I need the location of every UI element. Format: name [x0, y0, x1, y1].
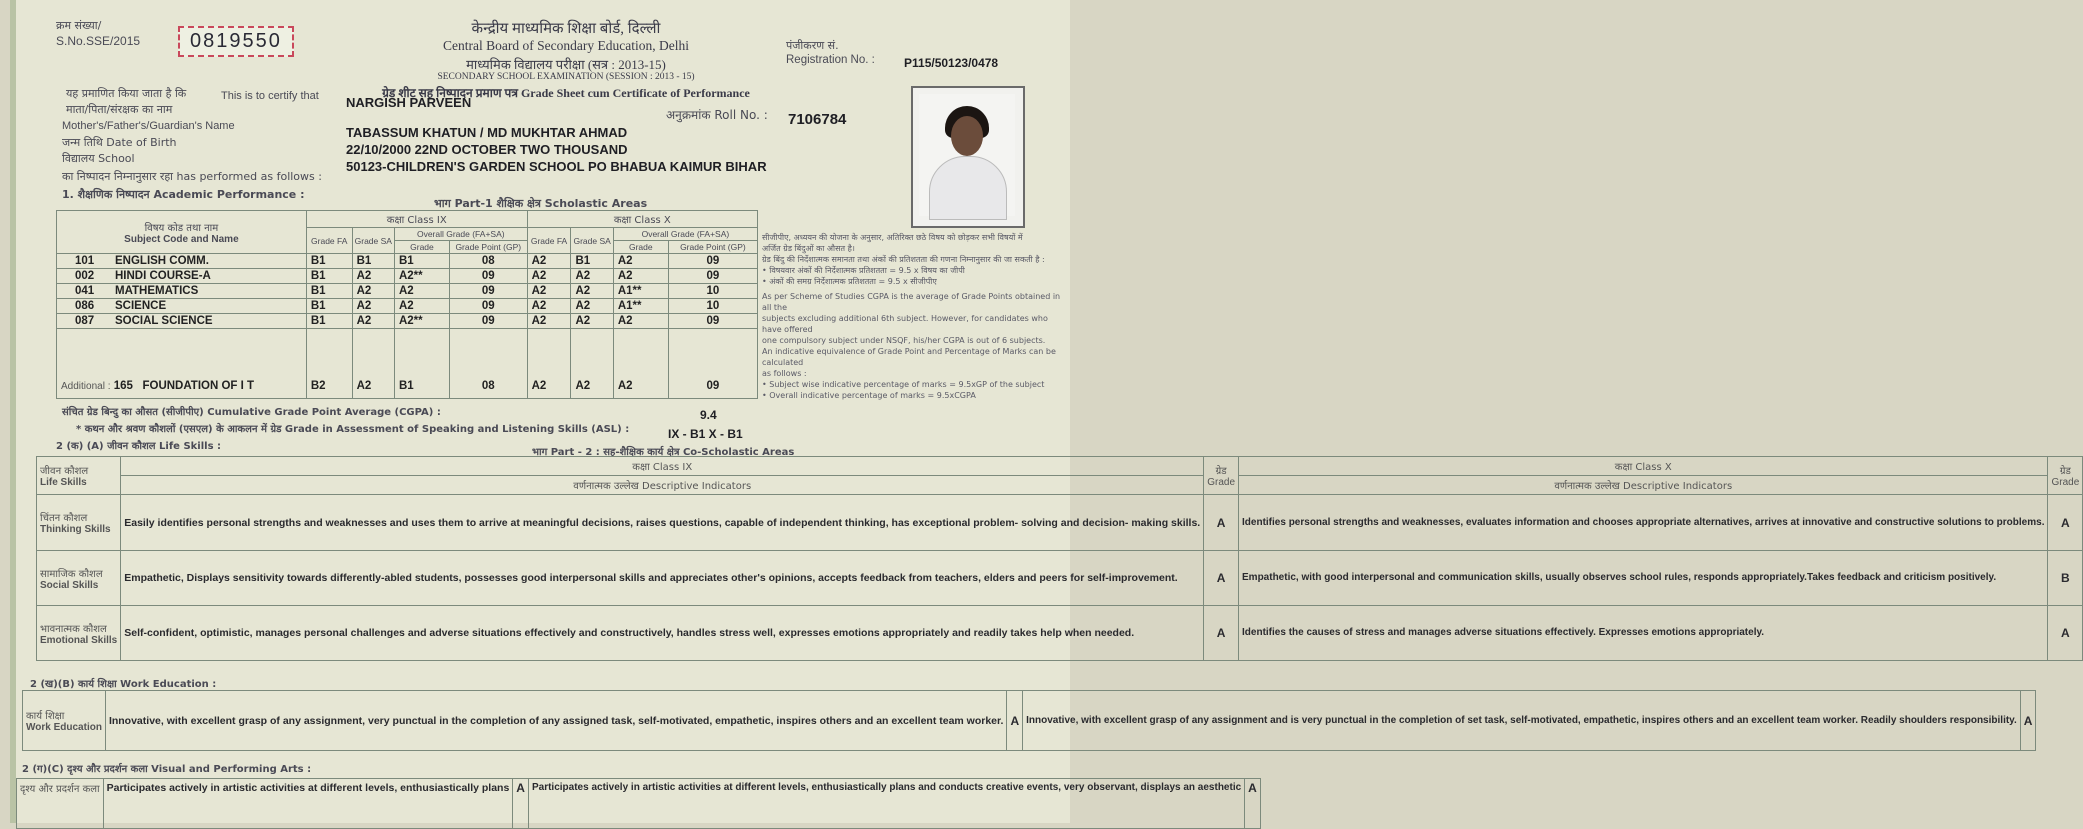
additional-ix-sa: A2 [352, 329, 394, 399]
life-skills-header: Life Skills [40, 477, 87, 488]
subject-code: 002 [75, 270, 95, 282]
life-skill-label-hindi: भावनात्मक कौशल [40, 623, 107, 635]
roll-number: 7106784 [788, 111, 847, 128]
subject-x-fa: A2 [527, 284, 571, 299]
subject-code: 086 [75, 300, 95, 312]
cgpa-note-line: • Subject wise indicative percentage of marks = 9.5xGP of the subject [762, 380, 1045, 389]
additional-x-fa: A2 [527, 329, 571, 399]
asl-grades: IX - B1 X - B1 [668, 427, 743, 441]
exam-name-hindi: माध्यमिक विद्यालय परीक्षा (सत्र : 2013-15) [466, 57, 666, 72]
subject-x-gp: 10 [668, 284, 757, 299]
additional-ix-fa: B2 [306, 329, 352, 399]
school-label: विद्यालय School [62, 152, 135, 165]
arts-title: 2 (ग)(C) दृश्य और प्रदर्शन कला Visual and Performing Arts : [22, 764, 312, 775]
work-ix-descriptor: Innovative, with excellent grasp of any assignment, very punctual in the completion of any assigned task, self-motivated, empathetic, inspires others and an excellent team worker. [105, 691, 1007, 751]
subject-x-gp: 09 [668, 269, 757, 284]
subject-x-gp: 09 [668, 314, 757, 329]
x-grade-header: Grade [613, 241, 668, 254]
subject-x-grade: A2 [613, 254, 668, 269]
cs-grade-ix-header: Grade [1207, 477, 1236, 488]
subject-name: HINDI COURSE-A [115, 270, 211, 282]
additional-name: FOUNDATION OF I T [142, 380, 255, 392]
life-skill-row [37, 551, 2083, 606]
serial-label: S.No.SSE/2015 [56, 34, 141, 48]
life-skill-x-grade: A [2048, 495, 2083, 551]
arts-table [16, 778, 1261, 829]
academic-section-title: 1. शैक्षणिक निष्पादन Academic Performance : [62, 188, 305, 201]
x-sa-header: Grade SA [571, 228, 613, 254]
life-skill-label-hindi: सामाजिक कौशल [40, 568, 103, 580]
cgpa-note-line: as follows : [762, 369, 807, 378]
cs-ix-desc-header: वर्णनात्मक उल्लेख Descriptive Indicators [121, 476, 1204, 495]
student-name: NARGISH PARVEEN [346, 95, 472, 110]
roll-label: अनुक्रमांक Roll No. : [666, 108, 768, 122]
additional-x-gp: 09 [668, 329, 757, 399]
life-skill-ix-grade: A [1204, 495, 1239, 551]
subject-x-grade: A2 [613, 269, 668, 284]
exam-name: SECONDARY SCHOOL EXAMINATION (SESSION : 2013 - 15) [437, 72, 695, 82]
subject-code: 101 [75, 255, 95, 267]
cgpa-note-line: As per Scheme of Studies CGPA is the average of Grade Points obtained in all the [762, 292, 1061, 312]
school-name: 50123-CHILDREN'S GARDEN SCHOOL PO BHABUA KAIMUR BIHAR [346, 159, 767, 174]
cs-grade-x-header-hindi: ग्रेड [2059, 466, 2071, 477]
cgpa-note-line: ग्रेड बिंदु की निर्देशात्मक समानता तथा अंकों की प्रतिशतता की गणना निम्नानुसार की जा सकती है : [762, 255, 1045, 264]
subject-header: Subject Code and Name [124, 233, 239, 245]
subject-x-sa: B1 [571, 254, 613, 269]
life-skill-ix-descriptor: Easily identifies personal strengths and weaknesses and uses them to arrive at meaningful decisions, raises questions, capable of independent thinking, has exceptional problem- solving and decision- making skills. [121, 495, 1204, 551]
subject-ix-fa: B1 [306, 254, 352, 269]
coscholastic-part-title: भाग Part - 2 : सह-शैक्षिक कार्य क्षेत्र Co-Scholastic Areas [532, 447, 795, 458]
grade-sheet-document [10, 0, 2080, 823]
cgpa-note-line: • अंकों की समग्र निर्देशात्मक प्रतिशतता = 9.5 x सीजीपीए [762, 277, 937, 286]
life-skills-header-hindi: जीवन कौशल [40, 466, 89, 477]
serial-label-hindi: क्रम संख्या/ [56, 19, 102, 32]
parents-label: Mother's/Father's/Guardian's Name [62, 120, 235, 132]
dob-label: जन्म तिथि Date of Birth [62, 136, 177, 149]
subject-name: ENGLISH COMM. [115, 255, 209, 267]
life-skill-label: Thinking Skills [40, 524, 111, 535]
cs-class-ix-header: कक्षा Class IX [121, 457, 1204, 476]
additional-ix-gp: 08 [449, 329, 527, 399]
subject-ix-sa: A2 [352, 269, 394, 284]
subject-x-fa: A2 [527, 269, 571, 284]
board-name: Central Board of Secondary Education, Delhi [443, 38, 689, 53]
work-education-title: 2 (ख)(B) कार्य शिक्षा Work Education : [30, 679, 217, 690]
arts-ix-descriptor: Participates actively in artistic activities at different levels, enthusiastically plans [103, 779, 513, 829]
cs-grade-x-header: Grade [2051, 477, 2080, 488]
life-skill-x-descriptor: Identifies personal strengths and weaknesses, evaluates information and chooses appropriate alternatives, arrives at innovative and constructive solutions to problems. [1239, 495, 2048, 551]
subject-x-fa: A2 [527, 254, 571, 269]
ix-grade-header: Grade [394, 241, 449, 254]
subject-ix-fa: B1 [306, 284, 352, 299]
subject-name: SCIENCE [115, 300, 167, 312]
subject-x-gp: 09 [668, 254, 757, 269]
class-ix-header: कक्षा Class IX [306, 211, 527, 228]
parents-names: TABASSUM KHATUN / MD MUKHTAR AHMAD [346, 125, 628, 140]
subject-code: 087 [75, 315, 95, 327]
serial-number: 0819550 [178, 26, 294, 57]
subject-x-grade: A1** [613, 284, 668, 299]
scholastic-table [56, 210, 758, 399]
cgpa-notes [762, 232, 1062, 401]
ix-gp-header: Grade Point (GP) [449, 241, 527, 254]
life-skill-row [37, 606, 2083, 661]
subject-name: MATHEMATICS [115, 285, 199, 297]
additional-label: Additional : [61, 381, 111, 392]
subject-header-hindi: विषय कोड तथा नाम [144, 222, 219, 234]
life-skill-ix-descriptor: Empathetic, Displays sensitivity towards differently-abled students, possesses good interpersonal skills and appreciates other's opinions, accepts feedback from teachers, elders and peers for self-improvement. [121, 551, 1204, 606]
subject-ix-gp: 09 [449, 299, 527, 314]
cgpa-note-line: subjects excluding additional 6th subject. However, for candidates who have offered [762, 314, 1048, 334]
subject-row [57, 299, 758, 314]
asl-label: * कथन और श्रवण कौशलों (एसएल) के आकलन में ग्रेड Grade in Assessment of Speaking and Listening Skills (ASL) : [76, 424, 630, 435]
life-skill-x-grade: A [2048, 606, 2083, 661]
work-education-table [22, 690, 2036, 751]
additional-ix-grade: B1 [394, 329, 449, 399]
cgpa-note-line: • Overall indicative percentage of marks = 9.5xCGPA [762, 391, 976, 400]
cgpa-note-line: An indicative equivalence of Grade Point and Percentage of Marks can be calculated [762, 347, 1056, 367]
subject-ix-gp: 08 [449, 254, 527, 269]
work-label: Work Education [26, 722, 102, 733]
subject-x-sa: A2 [571, 269, 613, 284]
subject-ix-grade: B1 [394, 254, 449, 269]
life-skills-table [36, 456, 2083, 661]
life-skill-label-hindi: चिंतन कौशल [40, 513, 88, 524]
subject-ix-grade: A2 [394, 284, 449, 299]
arts-ix-grade: A [513, 779, 529, 829]
performed-label: का निष्पादन निम्नानुसार रहा has performed as follows : [62, 170, 322, 183]
cgpa-note-line: one compulsory subject under NSQF, his/her CGPA is out of 6 subjects. [762, 336, 1046, 345]
additional-x-grade: A2 [613, 329, 668, 399]
subject-ix-fa: B1 [306, 299, 352, 314]
ix-overall-header: Overall Grade (FA+SA) [394, 228, 527, 241]
life-skill-x-grade: B [2048, 551, 2083, 606]
registration-label: Registration No. : [786, 54, 875, 66]
x-fa-header: Grade FA [527, 228, 571, 254]
additional-x-sa: A2 [571, 329, 613, 399]
life-skill-x-descriptor: Identifies the causes of stress and manages adverse situations effectively. Expresses emotions appropriately. [1239, 606, 2048, 661]
parents-label-hindi: माता/पिता/संरक्षक का नाम [66, 103, 173, 116]
class-x-header: कक्षा Class X [527, 211, 757, 228]
cgpa-note-line: • विषयवार अंकों की निर्देशात्मक प्रतिशतता = 9.5 x विषय का जीपी [762, 266, 965, 275]
certify-label-hindi: यह प्रमाणित किया जाता है कि [66, 87, 187, 100]
scholastic-part-title: भाग Part-1 शैक्षिक क्षेत्र Scholastic Areas [434, 197, 648, 210]
cs-x-desc-header: वर्णनात्मक उल्लेख Descriptive Indicators [1239, 476, 2048, 495]
subject-ix-grade: A2 [394, 299, 449, 314]
life-skill-ix-descriptor: Self-confident, optimistic, manages personal challenges and adverse situations effectively and constructively, handles stress well, expresses emotions appropriately and readily takes help when needed. [121, 606, 1204, 661]
certificate-title: ग्रेड शीट सह निष्पादन प्रमाण पत्र Grade Sheet cum Certificate of Performance [382, 86, 750, 100]
life-skill-x-descriptor: Empathetic, with good interpersonal and communication skills, usually observes school rules, responds appropriately.Takes feedback and criticism positively. [1239, 551, 2048, 606]
subject-x-sa: A2 [571, 299, 613, 314]
cgpa-note-line: अर्जित ग्रेड बिंदुओं का औसत है। [762, 244, 855, 253]
life-skill-label: Emotional Skills [40, 634, 118, 646]
subject-row [57, 254, 758, 269]
subject-x-fa: A2 [527, 299, 571, 314]
cs-grade-ix-header-hindi: ग्रेड [1215, 466, 1227, 477]
x-gp-header: Grade Point (GP) [668, 241, 757, 254]
subject-ix-gp: 09 [449, 284, 527, 299]
life-skill-label: Social Skills [40, 579, 99, 591]
subject-ix-sa: A2 [352, 284, 394, 299]
subject-name: SOCIAL SCIENCE [115, 315, 213, 327]
subject-row [57, 269, 758, 284]
ix-fa-header: Grade FA [306, 228, 352, 254]
subject-ix-sa: B1 [352, 254, 394, 269]
arts-label-hindi: दृश्य और प्रदर्शन कला [17, 779, 104, 829]
subject-ix-grade: A2** [394, 269, 449, 284]
cgpa-value: 9.4 [700, 408, 717, 422]
registration-number: P115/50123/0478 [904, 56, 999, 70]
subject-ix-sa: A2 [352, 314, 394, 329]
registration-label-hindi: पंजीकरण सं. [786, 39, 839, 52]
subject-ix-sa: A2 [352, 299, 394, 314]
subject-code: 041 [75, 285, 95, 297]
subject-ix-fa: B1 [306, 269, 352, 284]
subject-x-gp: 10 [668, 299, 757, 314]
work-ix-grade: A [1007, 691, 1023, 751]
ix-sa-header: Grade SA [352, 228, 394, 254]
work-x-descriptor: Innovative, with excellent grasp of any assignment and is very punctual in the completion of set task, self-motivated, empathetic, inspires others and an excellent team worker. Readily shoulders responsibility. [1023, 691, 2021, 751]
subject-ix-gp: 09 [449, 314, 527, 329]
arts-x-descriptor: Participates actively in artistic activities at different levels, enthusiastically plans and conducts creative events, very observant, displays an aesthetic [528, 779, 1244, 829]
work-x-grade: A [2020, 691, 2036, 751]
subject-x-sa: A2 [571, 284, 613, 299]
subject-x-grade: A2 [613, 314, 668, 329]
life-skill-ix-grade: A [1204, 606, 1239, 661]
work-label-hindi: कार्य शिक्षा [26, 711, 65, 722]
cgpa-note-line: सीजीपीए, अध्ययन की योजना के अनुसार, अतिरिक्त छठे विषय को छोड़कर सभी विषयों में [762, 233, 1023, 242]
life-skill-ix-grade: A [1204, 551, 1239, 606]
subject-ix-grade: A2** [394, 314, 449, 329]
subject-ix-gp: 09 [449, 269, 527, 284]
subject-x-fa: A2 [527, 314, 571, 329]
subject-ix-fa: B1 [306, 314, 352, 329]
board-name-hindi: केन्द्रीय माध्यमिक शिक्षा बोर्ड, दिल्ली [471, 21, 661, 37]
life-skills-title: 2 (क) (A) जीवन कौशल Life Skills : [56, 441, 222, 452]
student-photo [911, 86, 1025, 228]
date-of-birth: 22/10/2000 22ND OCTOBER TWO THOUSAND [346, 142, 628, 157]
subject-row [57, 314, 758, 329]
subject-x-sa: A2 [571, 314, 613, 329]
subject-row [57, 284, 758, 299]
arts-x-grade: A [1245, 779, 1261, 829]
additional-code: 165 [113, 380, 133, 392]
cgpa-label: संचित ग्रेड बिन्दु का औसत (सीजीपीए) Cumulative Grade Point Average (CGPA) : [62, 407, 441, 418]
certify-label: This is to certify that [221, 90, 319, 102]
life-skill-row [37, 495, 2083, 551]
x-overall-header: Overall Grade (FA+SA) [613, 228, 757, 241]
subject-x-grade: A1** [613, 299, 668, 314]
cs-class-x-header: कक्षा Class X [1239, 457, 2048, 476]
